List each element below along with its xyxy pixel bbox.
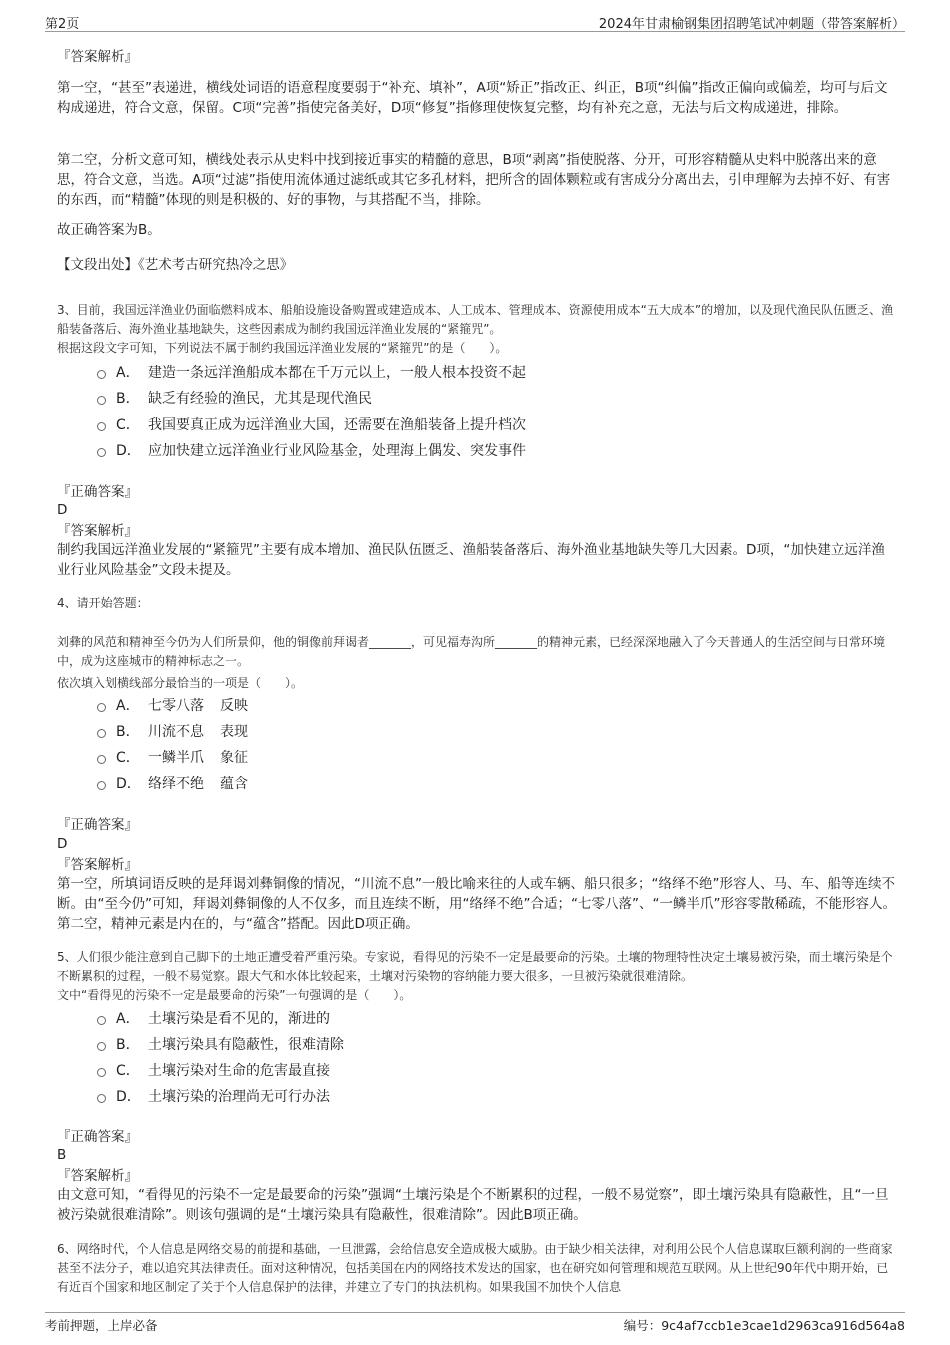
radio-icon[interactable]: [97, 370, 106, 379]
radio-icon[interactable]: [97, 448, 106, 457]
option-c[interactable]: C． 我国要真正成为远洋渔业大国，还需要在渔船装备上提升档次: [97, 411, 526, 437]
analysis-label: 『答案解析』: [57, 49, 138, 65]
radio-icon[interactable]: [97, 1094, 106, 1103]
document-title: 2024年甘肃榆钢集团招聘笔试冲刺题（带答案解析）: [598, 17, 905, 32]
option-c[interactable]: C． 一鳞半爪 象征: [97, 744, 248, 770]
option-b[interactable]: B． 土壤污染具有隐蔽性，很难清除: [97, 1031, 344, 1057]
radio-icon[interactable]: [97, 703, 106, 712]
answer-conclusion: 故正确答案为B。: [57, 222, 161, 238]
option-d[interactable]: D． 络绎不绝 蕴含: [97, 770, 248, 796]
option-b[interactable]: B． 缺乏有经验的渔民，尤其是现代渔民: [97, 385, 526, 411]
answer-value: D: [57, 836, 68, 852]
question-stem: 5、人们很少能注意到自己脚下的土地正遭受着严重污染。专家说，看得见的污染不一定是最要命的污染。土壤的物理特性决定土壤易被污染，而土壤污染是个不断累积的过程，一般不易觉察。跟大气和水体比较起来，土壤对污染物的容纳能力要大很多，一旦被污染就很难清除。: [57, 950, 893, 983]
analysis-paragraph: 制约我国远洋渔业发展的“紧箍咒”主要有成本增加、渔民队伍匮乏、渔船装备落后、海外渔业基地缺失等几大因素。D项，“加快建立远洋渔业行业风险基金”文段未提及。: [57, 542, 885, 578]
footer-slogan: 考前押题，上岸必备: [45, 1318, 158, 1333]
radio-icon[interactable]: [97, 1042, 106, 1051]
question-stem: 刘彝的风范和精神至今仍为人们所景仰，他的铜像前拜谒者_______，可见福寿沟所_______的精神元素，已经深深地融入了今天普通人的生活空间与日常环境中，成为这座城市的精神标志之一。: [57, 635, 886, 668]
analysis-paragraph: 由文意可知，“看得见的污染不一定是最要命的污染”强调“土壤污染是个不断累积的过程，一般不易觉察”，即土壤污染具有隐蔽性，且“一旦被污染就很难清除”。则该句强调的是“土壤污染具有隐蔽性，很难清除”。因此B项正确。: [57, 1187, 889, 1223]
option-list: [97, 1005, 344, 1109]
analysis-label: 『答案解析』: [57, 857, 138, 873]
analysis-label: 『答案解析』: [57, 1168, 138, 1184]
document-code: 编号：9c4af7ccb1e3cae1d2963ca916d564a8: [623, 1318, 905, 1333]
option-b[interactable]: B． 川流不息 表现: [97, 718, 248, 744]
radio-icon[interactable]: [97, 1068, 106, 1077]
page-number: 第2页: [45, 17, 80, 32]
analysis-label: 『答案解析』: [57, 523, 138, 539]
option-list: [97, 692, 248, 796]
analysis-paragraph: 第一空，所填词语反映的是拜谒刘彝铜像的情况，“川流不息”一般比喻来往的人或车辆、船只很多；“络绎不绝”形容人、马、车、船等连续不断。由“至今仍”可知，拜谒刘彝铜像的人不仅多，而且连续不断，用“络绎不绝”合适；“七零八落”、“一鳞半爪”形容零散稀疏，不能形容人。第二空，精神元素是内在的，与“蕴含”搭配。因此D项正确。: [57, 876, 896, 932]
question-prompt: 依次填入划横线部分最恰当的一项是（ ）。: [57, 676, 304, 690]
option-c[interactable]: C． 土壤污染对生命的危害最直接: [97, 1057, 344, 1083]
radio-icon[interactable]: [97, 422, 106, 431]
answer-label: 『正确答案』: [57, 1129, 138, 1145]
question-intro: 4、请开始答题：: [57, 596, 149, 610]
page-header: [45, 10, 905, 32]
question-stem: 3、目前，我国远洋渔业仍面临燃料成本、船舶设施设备购置或建造成本、人工成本、管理成本、资源使用成本“五大成本”的增加，以及现代渔民队伍匮乏、渔船装备落后、海外渔业基地缺失，这些因素成为制约我国远洋渔业发展的“紧箍咒”。: [57, 303, 894, 336]
radio-icon[interactable]: [97, 1016, 106, 1025]
analysis-paragraph: 第二空，分析文意可知，横线处表示从史料中找到接近事实的精髓的意思，B项“剥离”指使脱落、分开，可形容精髓从史料中脱落出来的意思，符合文意，当选。A项“过滤”指使用流体通过滤纸或其它多孔材料，把所含的固体颗粒或有害成分分离出去，引申理解为去掉不好、有害的东西，而“精髓”体现的则是积极的、好的事物，与其搭配不当，排除。: [57, 152, 891, 208]
answer-label: 『正确答案』: [57, 484, 138, 500]
answer-value: B: [57, 1147, 67, 1163]
question-prompt: 根据这段文字可知，下列说法不属于制约我国远洋渔业发展的“紧箍咒”的是（ ）。: [57, 341, 508, 355]
option-d[interactable]: D． 土壤污染的治理尚无可行办法: [97, 1083, 344, 1109]
answer-label: 『正确答案』: [57, 817, 138, 833]
answer-value: D: [57, 502, 68, 518]
radio-icon[interactable]: [97, 781, 106, 790]
source-reference: 【文段出处】《艺术考古研究热冷之思》: [57, 257, 294, 273]
option-a[interactable]: A． 建造一条远洋渔船成本都在千万元以上，一般人根本投资不起: [97, 359, 526, 385]
option-d[interactable]: D． 应加快建立远洋渔业行业风险基金，处理海上偶发、突发事件: [97, 437, 526, 463]
question-stem: 6、网络时代，个人信息是网络交易的前提和基础，一旦泄露，会给信息安全造成极大威胁。由于缺少相关法律，对利用公民个人信息谋取巨额利润的一些商家甚至不法分子，难以追究其法律责任。面对这种情况，包括美国在内的网络技术发达的国家，也在研究如何管理和规范互联网。从上世纪90年代中期开始，已有近百个国家和地区制定了关于个人信息保护的法律，并建立了专门的执法机构。如果我国不加快个人信息: [57, 1242, 893, 1294]
radio-icon[interactable]: [97, 755, 106, 764]
question-prompt: 文中“看得见的污染不一定是最要命的污染”一句强调的是（ ）。: [57, 988, 412, 1002]
option-list: [97, 359, 526, 463]
page-footer: [45, 1312, 905, 1334]
analysis-paragraph: 第一空，“甚至”表递进，横线处词语的语意程度要弱于“补充、填补”，A项“矫正”指改正、纠正，B项“纠偏”指改正偏向或偏差，均可与后文构成递进，符合文意，保留。C项“完善”指使完备美好，D项“修复”指修理使恢复完整，均有补充之意，无法与后文构成递进，排除。: [57, 80, 888, 116]
option-a[interactable]: A． 土壤污染是看不见的，渐进的: [97, 1005, 344, 1031]
option-a[interactable]: A． 七零八落 反映: [97, 692, 248, 718]
radio-icon[interactable]: [97, 729, 106, 738]
radio-icon[interactable]: [97, 396, 106, 405]
